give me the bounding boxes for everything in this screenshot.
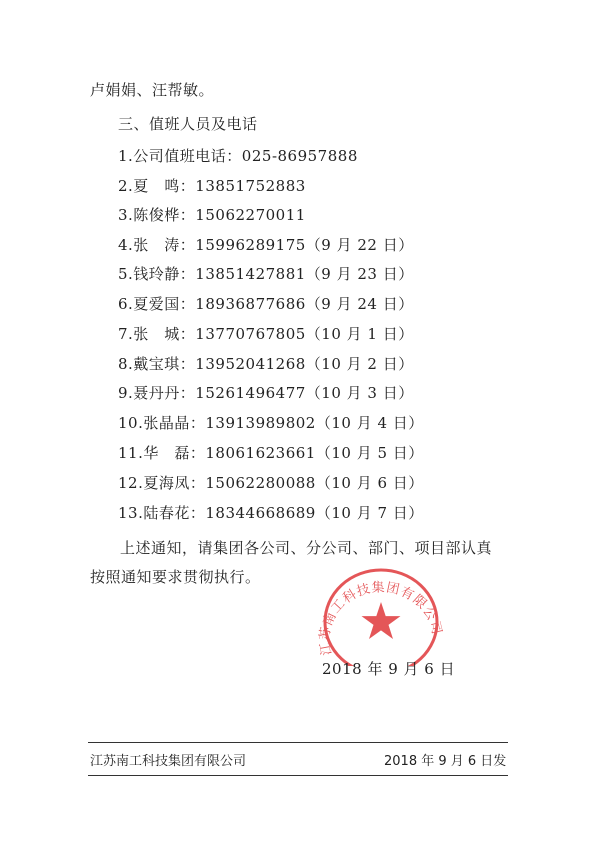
footer-bottom-divider [88,775,508,776]
footer-issuer: 江苏南工科技集团有限公司 [90,754,247,769]
list-item: 7.张 城：13770767805（10 月 1 日） [118,325,414,343]
star-icon [362,602,401,639]
seal-text: 江苏南工科技集团有限公司 [317,580,445,657]
list-item: 10.张晶晶：13913989802（10 月 4 日） [118,414,424,432]
list-item: 13.陆春花：18344668689（10 月 7 日） [118,504,424,522]
list-item: 1.公司值班电话：025-86957888 [118,147,358,165]
closing-paragraph-line-2: 按照通知要求贯彻执行。 [90,568,261,586]
list-item: 12.夏海凤：15062280088（10 月 6 日） [118,474,424,492]
list-item: 11.华 磊：18061623661（10 月 5 日） [118,444,424,462]
footer-top-divider [88,742,508,743]
list-item: 8.戴宝琪：13952041268（10 月 2 日） [118,355,414,373]
continued-name-line: 卢娟娟、汪帮敏。 [90,81,215,99]
list-item: 6.夏爱国：18936877686（9 月 24 日） [118,295,414,313]
footer-issue-date: 2018 年 9 月 6 日发 [384,754,507,769]
list-item: 5.钱玲静：13851427881（9 月 23 日） [118,265,414,283]
list-item: 9.聂丹丹：15261496477（10 月 3 日） [118,384,414,402]
section-heading: 三、值班人员及电话 [118,115,258,133]
signature-date: 2018 年 9 月 6 日 [322,660,456,678]
list-item: 2.夏 鸣：13851752883 [118,177,306,195]
list-item: 4.张 涛：15996289175（9 月 22 日） [118,236,414,254]
company-seal-stamp [315,566,447,666]
list-item: 3.陈俊桦：15062270011 [118,206,306,224]
closing-paragraph-line-1: 上述通知，请集团各公司、分公司、部门、项目部认真 [120,539,493,557]
